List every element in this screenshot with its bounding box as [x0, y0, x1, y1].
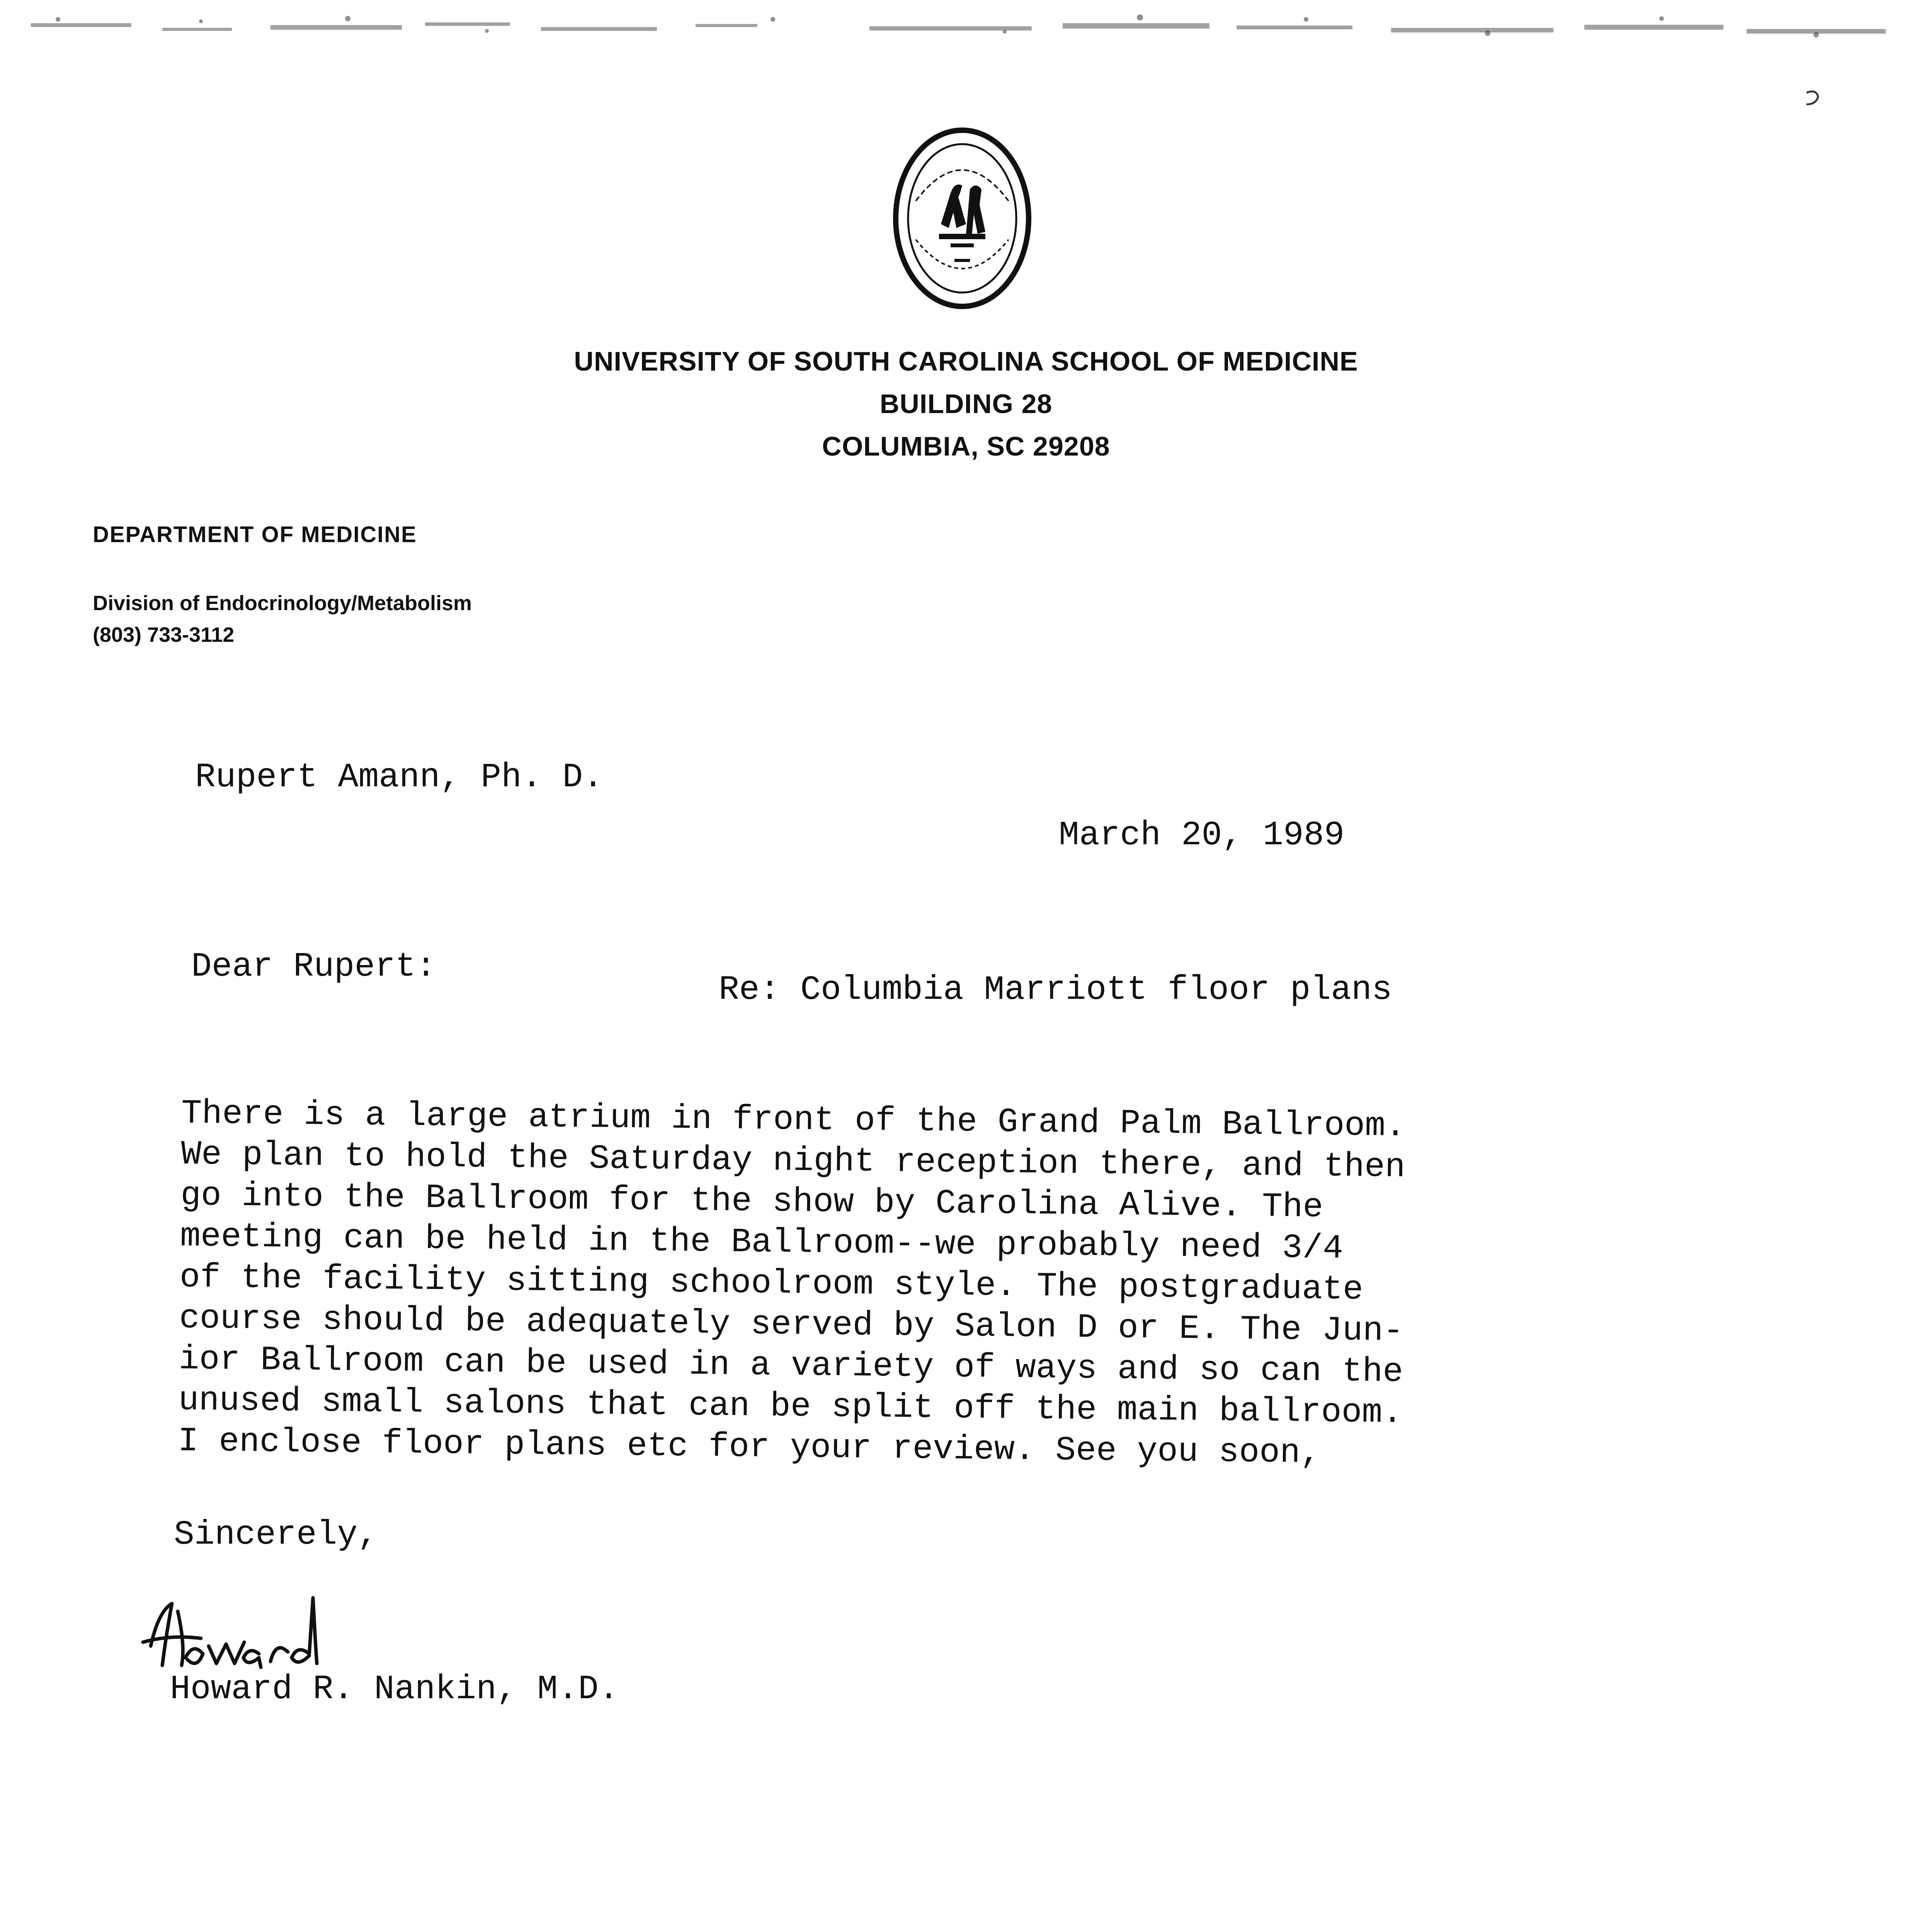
building: BUILDING 28 — [879, 389, 1053, 419]
closing: Sincerely, — [174, 1516, 378, 1554]
division-block — [93, 587, 472, 651]
body-line: of the facility sitting schoolroom style. The postgraduate — [179, 1258, 1364, 1310]
salutation: Dear Rupert: — [191, 948, 436, 986]
city-address: COLUMBIA, SC 29208 — [822, 431, 1110, 461]
subject-line: Re: Columbia Marriott floor plans — [719, 971, 1392, 1009]
scan-edge-noise — [0, 8, 1917, 50]
signer-name: Howard R. Nankin, M.D. — [170, 1670, 619, 1709]
body-line: course should be adequately served by Salon D or E. The Jun- — [179, 1299, 1404, 1351]
institution-name: UNIVERSITY OF SOUTH CAROLINA SCHOOL OF MEDICINE — [574, 346, 1358, 376]
body-line: There is a large atrium in front of the Grand Palm Ballroom. — [181, 1094, 1406, 1146]
body-line: ior Ballroom can be used in a variety of ways and so can the — [179, 1340, 1403, 1392]
phone-number: (803) 733-3112 — [93, 623, 235, 646]
letter-date: March 20, 1989 — [1059, 816, 1345, 855]
department-name: DEPARTMENT OF MEDICINE — [93, 522, 417, 547]
corner-mark — [1801, 89, 1824, 108]
division-name: Division of Endocrinology/Metabolism — [93, 592, 472, 615]
recipient: Rupert Amann, Ph. D. — [195, 759, 604, 797]
body-line: unused small salons that can be split off the main ballroom. — [178, 1381, 1403, 1433]
university-seal — [893, 128, 1032, 309]
body-line: meeting can be held in the Ballroom--we probably need 3/4 — [180, 1217, 1344, 1268]
body-line: I enclose floor plans etc for your review. See you soon, — [178, 1422, 1321, 1473]
body-line: We plan to hold the Saturday night reception there, and then — [180, 1135, 1406, 1187]
body-line: go into the Ballroom for the show by Carolina Alive. The — [180, 1176, 1323, 1227]
letter-body — [178, 1094, 1557, 1476]
letterhead — [464, 340, 1468, 468]
